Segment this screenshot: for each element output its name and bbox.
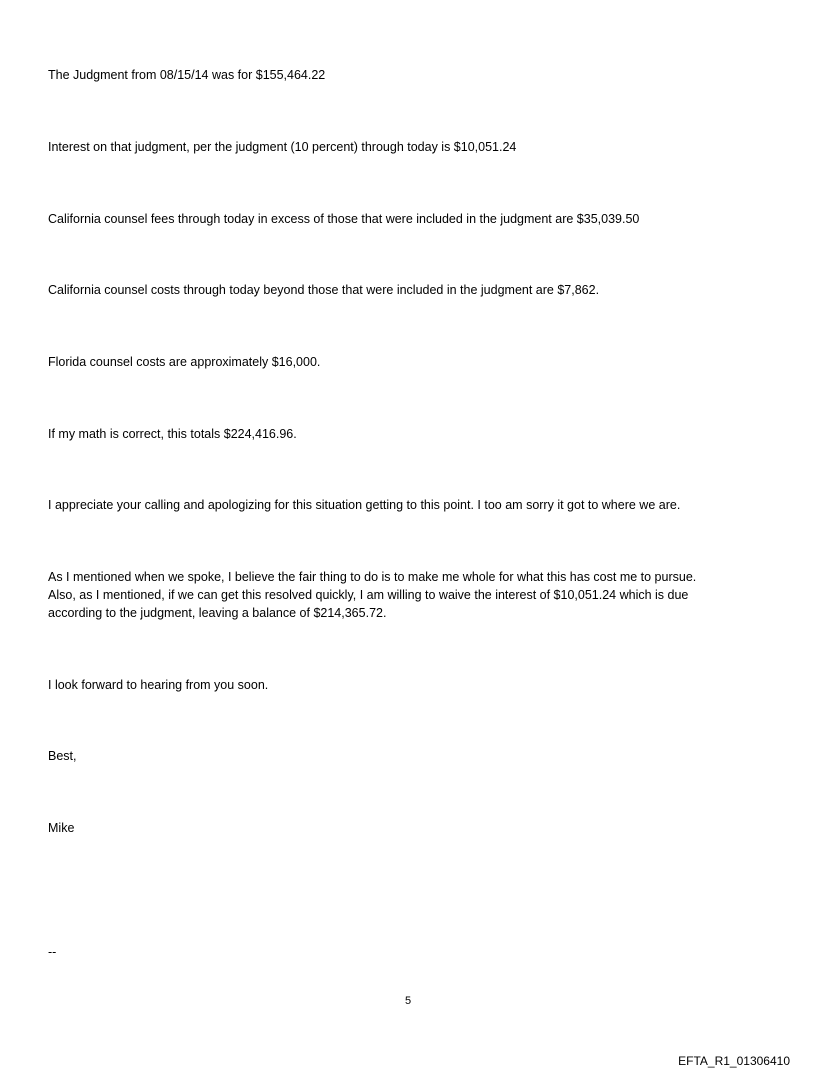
settlement-line-1: As I mentioned when we spoke, I believe the fair thing to do is to make me whole for what this has cost me to pursue. [48,570,697,584]
california-costs-line: California counsel costs through today beyond those that were included in the judgment are $7,862. [48,283,600,297]
judgment-line: The Judgment from 08/15/14 was for $155,464.22 [48,68,326,82]
appreciate-line: I appreciate your calling and apologizing for this situation getting to this point. I too am sorry it got to where we are. [48,498,681,512]
settlement-paragraph [48,568,778,622]
signature-separator: -- [48,945,57,959]
signature-line: Mike [48,821,75,835]
closing-line: Best, [48,749,77,763]
interest-line: Interest on that judgment, per the judgment (10 percent) through today is $10,051.24 [48,140,517,154]
florida-costs-line: Florida counsel costs are approximately $16,000. [48,355,321,369]
document-id: EFTA_R1_01306410 [678,1054,790,1068]
look-forward-line: I look forward to hearing from you soon. [48,678,269,692]
settlement-line-3: according to the judgment, leaving a balance of $214,365.72. [48,606,387,620]
california-fees-line: California counsel fees through today in excess of those that were included in the judgment are $35,039.50 [48,212,640,226]
total-line: If my math is correct, this totals $224,416.96. [48,427,297,441]
settlement-line-2: Also, as I mentioned, if we can get this resolved quickly, I am willing to waive the interest of $10,051.24 which is due [48,588,689,602]
page-number: 5 [404,995,412,1007]
